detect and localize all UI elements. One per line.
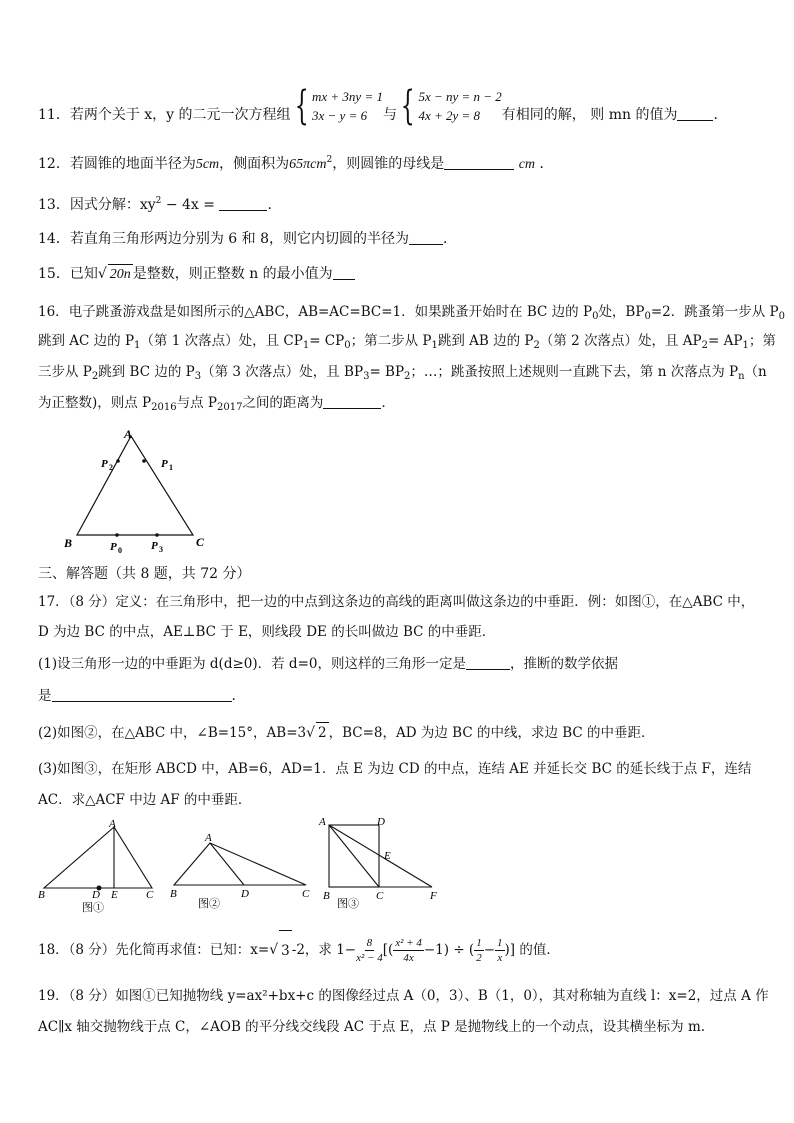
question-text: )] 的值． [504, 942, 560, 958]
subscript: 0 [592, 311, 599, 322]
answer-blank[interactable] [466, 655, 510, 670]
question-text: 若两个关于 x，y 的二元一次方程组 [69, 107, 291, 123]
question-text: 为正整数)，则点 P [38, 395, 152, 411]
question-text: 已知 [69, 266, 98, 282]
subscript: n [738, 371, 745, 382]
question-16-line-3 [38, 362, 767, 387]
label-a: A [124, 427, 133, 441]
answer-blank[interactable] [52, 687, 232, 702]
math-expr: − 4x = [161, 197, 220, 213]
label-b: B [170, 888, 177, 900]
label-c: C [376, 890, 384, 902]
label-p0: P [110, 541, 117, 553]
radicand: 2 [316, 722, 329, 743]
question-17-part-3-cont [38, 790, 764, 810]
math-expr: −1) ÷ ( [423, 942, 475, 958]
question-text: 定义：在三角形中，把一边的中点到这条边的高线的距离叫做这条边的中垂距．例：如图①，在△ABC 中， [115, 594, 755, 610]
label-c: C [302, 888, 310, 900]
question-text: 如图①已知抛物线 y=ax²+bx+c 的图像经过点 A（0，3）、B（1，0），其对称轴为直线 l：x=2，过点 A 作 [115, 988, 769, 1004]
unit: cm [518, 157, 536, 172]
numerator: 8 [366, 936, 373, 949]
question-text: (1)设三角形一边的中垂距为 d(d≥0)．若 d=0，则这样的三角形一定是 [38, 656, 466, 672]
figure-caption: 图① [82, 902, 104, 914]
question-text: ，BC=8，AD 为边 BC 的中线，求边 BC 的中垂距． [328, 725, 655, 741]
question-17-part-1-cont [38, 686, 764, 706]
label-b: B [38, 889, 45, 901]
figure-3 [318, 816, 437, 910]
question-text: （第 3 次落点）处，且 BP [201, 364, 364, 380]
question-12 [38, 150, 764, 175]
equation: mx + 3ny = 1 [312, 89, 383, 104]
question-number: 16． [38, 304, 69, 320]
point-p2 [116, 459, 120, 463]
question-16-line-2 [38, 331, 776, 356]
answer-blank[interactable] [409, 230, 443, 245]
answer-blank[interactable] [677, 106, 713, 121]
question-16-line-4 [38, 393, 764, 418]
punctuation: ． [539, 156, 554, 172]
question-17-part-2 [38, 722, 764, 743]
numerator: 1 [497, 936, 503, 949]
question-text: 是 [38, 688, 52, 704]
question-text: 若直角三角形两边分别为 6 和 8，则它内切圆的半径为 [69, 231, 409, 247]
question-text: 是整数，则正整数 n 的最小值为 [132, 266, 333, 282]
question-number: 17．（8 分） [38, 594, 116, 610]
question-number: 15． [38, 266, 70, 282]
question-text: ；第 [748, 333, 776, 349]
exponent: 2 [155, 196, 162, 206]
question-number: 11． [38, 107, 70, 123]
question-text: (3)如图③，在矩形 ABCD 中，AB=6，AD=1．点 E 为边 CD 的中点，连结 AE 并延长交 BC 的延长线于点 F，连结 [38, 761, 752, 777]
section-title: 三、解答题（共 8 题，共 72 分） [38, 566, 251, 582]
question-text: = AP [708, 333, 743, 349]
denominator: 4x [403, 951, 414, 964]
question-text: （第 1 次落点）处，且 CP [140, 333, 303, 349]
subscript: 2 [533, 340, 540, 351]
question-text: 因式分解： [69, 197, 140, 213]
subscript: 2 [404, 371, 411, 382]
math-expr: [( [382, 942, 394, 958]
question-text: 之间的距离为 [242, 395, 324, 411]
question-text: 先化简再求值：已知：x= [115, 942, 270, 958]
label-d: D [241, 888, 249, 900]
question-18 [38, 930, 764, 970]
radicand: 3 [279, 930, 292, 971]
question-text: ，侧面积为 [219, 156, 290, 172]
subscript: 1 [742, 340, 749, 351]
answer-blank[interactable] [444, 155, 514, 170]
question-text: （第 2 次落点）处，且 AP [539, 333, 702, 349]
label-c: C [146, 889, 154, 901]
question-text: ；第二步从 P [350, 333, 432, 349]
figure-1 [38, 818, 154, 914]
question-text: AC．求△ACF 中边 AF 的中垂距． [38, 792, 252, 808]
question-text: D 为边 BC 的中点，AE⊥BC 于 E，则线段 DE 的长叫做边 BC 的中垂距． [38, 624, 496, 640]
equation-system-1: { mx + 3ny = 1 3x − y = 6 [294, 83, 383, 129]
figure-caption: 图③ [337, 898, 359, 910]
radical-sign: √ [269, 942, 279, 958]
figure-2 [170, 832, 310, 910]
question-text: 与 [382, 107, 397, 123]
fraction [393, 936, 424, 965]
point-p0 [115, 533, 119, 537]
question-text: 三步从 P [38, 364, 92, 380]
subscript: 1 [134, 340, 141, 351]
label-p1-index: 1 [169, 463, 173, 472]
question-17-part-3 [38, 759, 764, 779]
question-14 [38, 229, 764, 249]
label-a: A [109, 818, 116, 830]
question-text: = BP [369, 364, 405, 380]
radicand: 20n [108, 264, 133, 285]
point-p1 [142, 459, 146, 463]
question-13 [38, 191, 764, 215]
equation: 3x − y = 6 [312, 108, 368, 123]
subscript: 3 [363, 371, 370, 382]
question-number: 13． [38, 197, 70, 213]
label-b: B [64, 536, 73, 550]
question-text: 跳到 BC 边的 P [98, 364, 195, 380]
label-p3: P [151, 540, 158, 552]
numerator: 1 [476, 936, 482, 949]
fraction [356, 936, 383, 965]
label-p1: P [161, 458, 168, 470]
question-text: -2，求 1− [291, 942, 357, 958]
question-11 [38, 83, 764, 130]
question-text: 跳到 AC 边的 P [38, 333, 135, 349]
question-text: ，则圆锥的母线是 [332, 156, 445, 172]
question-16-line-1 [38, 302, 785, 327]
question-text: AC∥x 轴交抛物线于点 C，∠AOB 的平分线交线段 AC 于点 E，点 P 是抛物线上的一个动点，设其横坐标为 m. [38, 1019, 706, 1035]
label-b: B [323, 890, 330, 902]
label-f: F [430, 890, 437, 902]
subscript: 2 [91, 371, 99, 382]
answer-blank[interactable] [323, 394, 381, 409]
subscript: 2 [701, 340, 709, 351]
subscript: 0 [344, 340, 351, 351]
fraction [495, 936, 505, 965]
denominator: x² − 4 [356, 951, 383, 964]
radical-sign: √ [306, 725, 316, 741]
question-text: ；…；跳蚤按照上述规则一直跳下去，第 n 次落点为 P [410, 364, 739, 380]
question-text: 有相同的解， 则 mn 的值为 [501, 107, 678, 123]
punctuation: ． [381, 395, 395, 411]
fraction [474, 936, 484, 965]
denominator: x [497, 951, 503, 964]
numerator: x² + 4 [395, 936, 422, 949]
label-p0-index: 0 [118, 546, 122, 555]
label-d: D [92, 889, 100, 901]
subscript: 0 [644, 311, 651, 322]
label-p3-index: 3 [159, 545, 163, 554]
subscript: 0 [778, 311, 785, 322]
punctuation: ． [443, 231, 457, 247]
label-a: A [205, 832, 212, 844]
question-number: 14． [38, 231, 70, 247]
math-expr: − [483, 942, 496, 958]
subscript: 1 [431, 340, 438, 351]
question-number: 18．（8 分） [38, 942, 116, 958]
subscript: 2016 [151, 402, 177, 413]
equation: 4x + 2y = 8 [418, 108, 481, 123]
label-p2: P [101, 458, 108, 470]
question-text: 与点 P [176, 395, 217, 411]
equation: 5x − ny = n − 2 [418, 89, 502, 104]
equation-system-2: { 5x − ny = n − 2 4x + 2y = 8 [400, 83, 502, 129]
radical-sign: √ [97, 266, 107, 282]
question-number: 19．（8 分） [38, 988, 116, 1004]
q17-figures [34, 815, 454, 915]
question-text: 处，BP [598, 304, 645, 320]
figure-caption: 图② [198, 898, 220, 910]
subscript: 3 [194, 371, 202, 382]
question-text: （n [744, 364, 767, 380]
punctuation: . [267, 197, 272, 213]
question-17-line-1 [38, 592, 764, 612]
question-19-line-2 [38, 1017, 764, 1037]
math-expr: 5cm [195, 157, 220, 172]
point-p3 [155, 533, 159, 537]
triangle-figure [60, 425, 220, 555]
punctuation: ． [713, 107, 728, 123]
question-text: ，推断的数学依据 [509, 656, 618, 672]
question-text: 电子跳蚤游戏盘是如图所示的△ABC，AB=AC=BC=1．如果跳蚤开始时在 BC 边的 P [68, 304, 593, 320]
denominator: 2 [476, 951, 482, 964]
subscript: 2017 [216, 402, 243, 413]
label-c: C [196, 535, 205, 549]
punctuation: . [231, 688, 236, 704]
question-15 [38, 264, 764, 285]
exponent: 2 [326, 155, 333, 165]
question-text: 跳到 AB 边的 P [437, 333, 534, 349]
math-expr: xy [139, 197, 156, 213]
label-p2-index: 2 [109, 463, 113, 472]
label-e: E [384, 850, 391, 862]
question-text: =2．跳蚤第一步从 P [650, 304, 779, 320]
question-number: 12． [38, 156, 70, 172]
question-text: (2)如图②，在△ABC 中，∠B=15°，AB=3 [38, 725, 307, 741]
section-heading [38, 564, 764, 584]
label-d: D [377, 816, 385, 828]
question-19-line-1 [38, 986, 769, 1006]
question-text: = CP [309, 333, 345, 349]
math-expr: 65πcm [289, 157, 327, 172]
question-17-line-2 [38, 622, 764, 642]
answer-blank[interactable] [333, 265, 355, 280]
triangle-abc [77, 436, 193, 535]
question-text: 若圆锥的地面半径为 [69, 156, 196, 172]
label-a: A [319, 816, 326, 828]
answer-blank[interactable] [219, 196, 267, 211]
label-e: E [111, 889, 118, 901]
subscript: 1 [302, 340, 310, 351]
question-17-part-1 [38, 654, 764, 674]
